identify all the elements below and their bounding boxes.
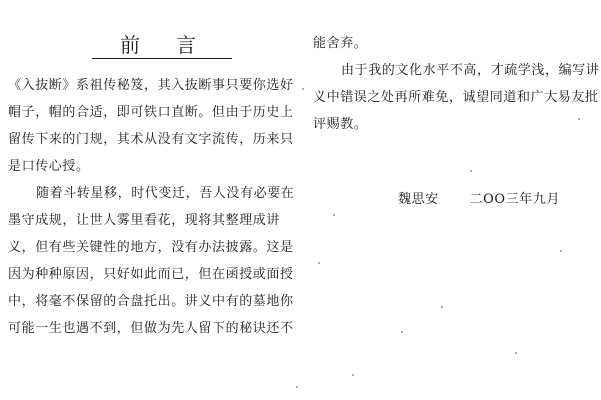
text-line: 帽子，帽的合适，即可铁口直断。但由于历史上 bbox=[8, 105, 294, 120]
right-column bbox=[313, 30, 599, 138]
scan-speck bbox=[470, 170, 472, 172]
signature-block bbox=[398, 188, 586, 207]
author-name: 魏思安 bbox=[398, 192, 439, 207]
scan-speck bbox=[333, 214, 335, 216]
scan-speck bbox=[302, 88, 304, 90]
text-line: 是口传心授。 bbox=[8, 159, 90, 174]
text-line: 因为种种原因，只好如此而已，但在函授或面授 bbox=[8, 267, 294, 282]
signature-date: 二OO三年九月 bbox=[469, 192, 561, 207]
text-line: 可能一生也遇不到，但做为先人留下的秘诀还不 bbox=[8, 321, 294, 336]
scan-speck bbox=[515, 352, 517, 354]
text-line: 评赐教。 bbox=[313, 117, 368, 132]
text-line: 义，但有些关键性的地方，没有办法披露。这是 bbox=[8, 240, 294, 255]
text-line: 随着斗转星移，时代变迁，吾人没有必要在 bbox=[36, 186, 295, 201]
text-line: 能舍弃。 bbox=[313, 36, 368, 51]
left-column bbox=[8, 72, 300, 342]
text-line: 留传下来的门规，其术从没有文字流传，历来只 bbox=[8, 132, 294, 147]
scan-speck bbox=[318, 262, 320, 264]
scan-speck bbox=[401, 331, 403, 333]
page-title: 前 言 bbox=[120, 33, 204, 57]
text-line: 义中错误之处再所难免，诚望同道和广大易友批 bbox=[313, 90, 599, 105]
scan-speck bbox=[578, 118, 580, 120]
text-line: 由于我的文化水平不高，才疏学浅，编写讲 bbox=[341, 63, 600, 78]
text-line: 《入抜断》系祖传秘笈，其入抜断事只要你选好 bbox=[8, 78, 294, 93]
text-line: 墨守成规，让世人雾里看花，现将其整理成讲 bbox=[8, 213, 281, 228]
text-line: 中，将毫不保留的合盘托出。讲义中有的墓地你 bbox=[8, 294, 294, 309]
scan-speck bbox=[352, 374, 354, 376]
scan-speck bbox=[296, 386, 298, 388]
scan-speck bbox=[560, 250, 562, 252]
scan-speck bbox=[441, 306, 443, 308]
title-underline bbox=[92, 58, 232, 59]
